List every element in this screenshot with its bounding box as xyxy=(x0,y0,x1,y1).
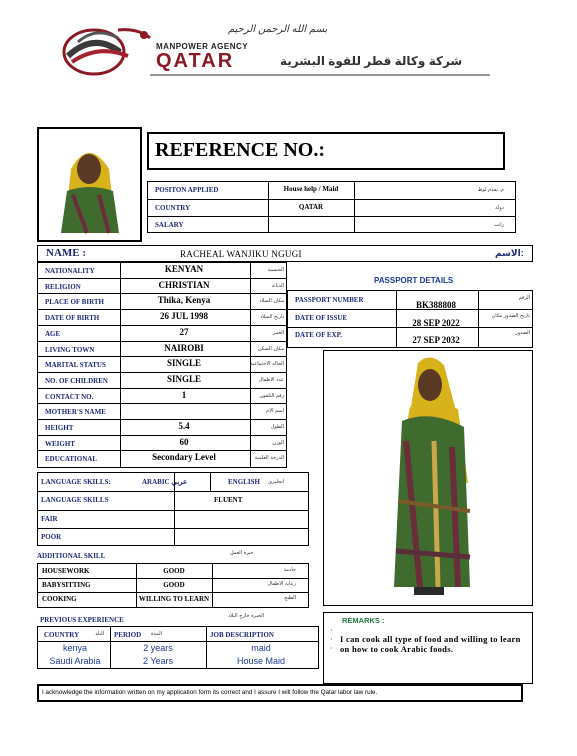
experience-country-header-ar: البلد xyxy=(95,631,104,637)
personal-field-ar: الحالة الاجتماعية xyxy=(250,361,284,368)
personal-field-label: EDUCATIONAL xyxy=(45,455,97,464)
personal-field-value: NAIROBI xyxy=(164,342,204,353)
position-applied-value: House help / Maid xyxy=(283,185,339,193)
personal-field-value: 5.4 xyxy=(178,421,190,431)
personal-field-label: NATIONALITY xyxy=(45,267,95,275)
language-header-english: ENGLISH xyxy=(228,478,260,486)
skill-ar: رعاية الاطفال xyxy=(267,581,296,587)
agency-arabic-name: شركة وكالة قطر للقوة البشرية xyxy=(280,54,463,68)
agency-name: QATAR xyxy=(156,50,235,72)
passport-field-value: BK388808 xyxy=(415,300,456,310)
personal-field-ar: تاريخ الميلاد xyxy=(259,314,284,321)
personal-field-label: MARITAL STATUS xyxy=(45,361,106,370)
header-rule xyxy=(150,74,490,76)
personal-field-ar: عدد الاطفال xyxy=(258,376,284,383)
personal-field-label: AGE xyxy=(45,329,61,338)
passport-field-ar: الرقم xyxy=(518,295,530,301)
salary-label: SALARY xyxy=(155,221,184,229)
personal-field-label: CONTACT NO. xyxy=(45,392,94,401)
personal-field-value: Thika, Kenya xyxy=(157,295,211,306)
personal-field-ar: الديانة xyxy=(271,282,284,289)
skill-value: GOOD xyxy=(163,581,185,589)
experience-country-header: COUNTRY xyxy=(44,631,80,639)
passport-field-ar: الصدور xyxy=(515,330,530,336)
personal-row-divider xyxy=(37,341,287,342)
portrait-photo xyxy=(37,127,142,242)
remarks-title: REMARKS : xyxy=(342,616,385,625)
personal-row-divider xyxy=(37,403,287,404)
agency-logo xyxy=(58,22,154,78)
personal-field-label: RELIGION xyxy=(45,282,81,291)
personal-field-ar: رقم التلفون xyxy=(259,392,284,399)
language-row-label: FAIR xyxy=(41,515,58,523)
remarks-text: I can cook all type of food and willing to learn on how to cook Arabic foods. xyxy=(340,634,521,654)
position-applied-ar: م. تقدم لوظ xyxy=(477,187,504,193)
personal-row-divider xyxy=(37,372,287,373)
name-value: RACHEAL WANJIKU NGUGI xyxy=(180,249,302,259)
personal-field-ar: الجنسية xyxy=(267,267,284,273)
personal-field-label: NO. OF CHILDREN xyxy=(45,376,108,385)
personal-field-label: PLACE OF BIRTH xyxy=(45,298,105,307)
personal-row-divider xyxy=(37,278,287,279)
passport-field-value: 28 SEP 2022 xyxy=(412,318,460,328)
language-row-label: LANGUAGE SKILLS xyxy=(41,496,109,504)
skill-ar: الطبخ xyxy=(284,595,296,601)
personal-field-ar: الوزن xyxy=(272,439,284,446)
additional-title-ar: خبرة العمل xyxy=(230,550,254,556)
experience-period-header: PERIOD xyxy=(114,631,142,639)
experience-period: 2 Years xyxy=(142,656,174,666)
personal-field-value: 1 xyxy=(181,389,187,400)
skill-value: GOOD xyxy=(163,567,185,575)
personal-row-divider xyxy=(37,325,287,326)
experience-title: PREVIOUS EXPERIENCE xyxy=(40,616,124,624)
skill-label: COOKING xyxy=(42,595,77,603)
additional-title: ADDITIONAL SKILL xyxy=(37,552,106,560)
personal-field-value: Secondary Level xyxy=(152,452,216,463)
experience-job: House Maid xyxy=(236,656,286,666)
personal-row-divider xyxy=(37,293,287,294)
personal-field-value: SINGLE xyxy=(166,373,201,384)
skill-ar: خادمة xyxy=(283,567,296,573)
language-row-value: FLUENT xyxy=(214,496,243,504)
personal-field-value: 26 JUL 1998 xyxy=(159,311,208,322)
experience-period: 2 years xyxy=(143,643,173,653)
name-label: NAME : xyxy=(46,247,87,259)
personal-row-divider xyxy=(37,309,287,310)
personal-field-label: WEIGHT xyxy=(45,439,75,448)
passport-field-ar: تاريخ الصدور مكان xyxy=(491,313,530,319)
country-label: COUNTRY xyxy=(155,204,191,212)
personal-row-divider xyxy=(37,435,287,436)
name-ar: الاسم: xyxy=(495,248,524,258)
passport-field-value: 27 SEP 2032 xyxy=(412,335,460,345)
personal-field-ar: اسم الام xyxy=(266,408,284,415)
remarks-bullets: · · · xyxy=(330,626,333,653)
passport-title: PASSPORT DETAILS xyxy=(374,276,454,285)
language-row-label: POOR xyxy=(41,533,62,541)
experience-country: Saudi Arabia xyxy=(49,656,101,666)
bismillah-text: بسم الله الرحمن الرحيم xyxy=(228,24,328,35)
personal-row-divider xyxy=(37,450,287,451)
full-body-photo xyxy=(323,350,533,606)
personal-field-label: HEIGHT xyxy=(45,424,74,432)
personal-field-ar: مكان الميلاد xyxy=(259,298,284,305)
personal-field-ar: الدرجة العلمية xyxy=(254,455,284,462)
personal-field-label: MOTHER'S NAME xyxy=(45,408,106,417)
language-header-label: LANGUAGE SKILLS: xyxy=(41,478,111,486)
reference-label: REFERENCE NO.: xyxy=(155,139,326,161)
experience-country: kenya xyxy=(62,643,88,653)
personal-field-ar: العمر xyxy=(273,329,284,336)
personal-row-divider xyxy=(37,419,287,420)
salary-ar: راتب xyxy=(493,222,504,228)
language-header-english-ar: انجليزي xyxy=(268,479,284,485)
personal-field-value: KENYAN xyxy=(164,264,204,274)
passport-field-label: DATE OF EXP. xyxy=(295,331,342,339)
experience-job-header: JOB DESCRIPTION xyxy=(210,631,274,639)
position-applied-label: POSITON APPLIED xyxy=(155,186,219,194)
personal-field-value: 60 xyxy=(179,436,189,447)
passport-field-label: PASSPORT NUMBER xyxy=(295,296,364,304)
experience-title-ar: الخبرة خارج البلاد xyxy=(228,613,265,619)
skill-value: WILLING TO LEARN xyxy=(138,595,210,603)
country-value: QATAR xyxy=(298,203,324,211)
personal-field-ar: مكان السكن xyxy=(257,345,284,352)
experience-period-header-ar: المدة xyxy=(150,631,162,637)
personal-field-value: CHRISTIAN xyxy=(158,279,210,290)
personal-field-label: LIVING TOWN xyxy=(45,345,95,354)
reference-box xyxy=(147,132,505,170)
personal-row-divider xyxy=(37,356,287,357)
skill-label: HOUSEWORK xyxy=(42,567,90,575)
personal-field-value: 27 xyxy=(179,326,189,337)
experience-job: maid xyxy=(251,643,271,653)
passport-field-label: DATE OF ISSUE xyxy=(295,314,348,322)
personal-field-label: DATE OF BIRTH xyxy=(45,314,100,323)
personal-field-ar: الطول xyxy=(270,424,284,430)
country-ar: دولة xyxy=(495,205,504,211)
personal-row-divider xyxy=(37,388,287,389)
skill-label: BABYSITTING xyxy=(42,581,91,589)
footer-acknowledgement: I acknowledge the information written on my application form its correct and I assure I will follow the Qatar labor law rule. xyxy=(42,689,378,696)
agency-line: MANPOWER AGENCY xyxy=(156,42,249,51)
personal-field-value: SINGLE xyxy=(166,358,201,369)
language-header-arabic: ARABIC عربي xyxy=(142,478,188,486)
